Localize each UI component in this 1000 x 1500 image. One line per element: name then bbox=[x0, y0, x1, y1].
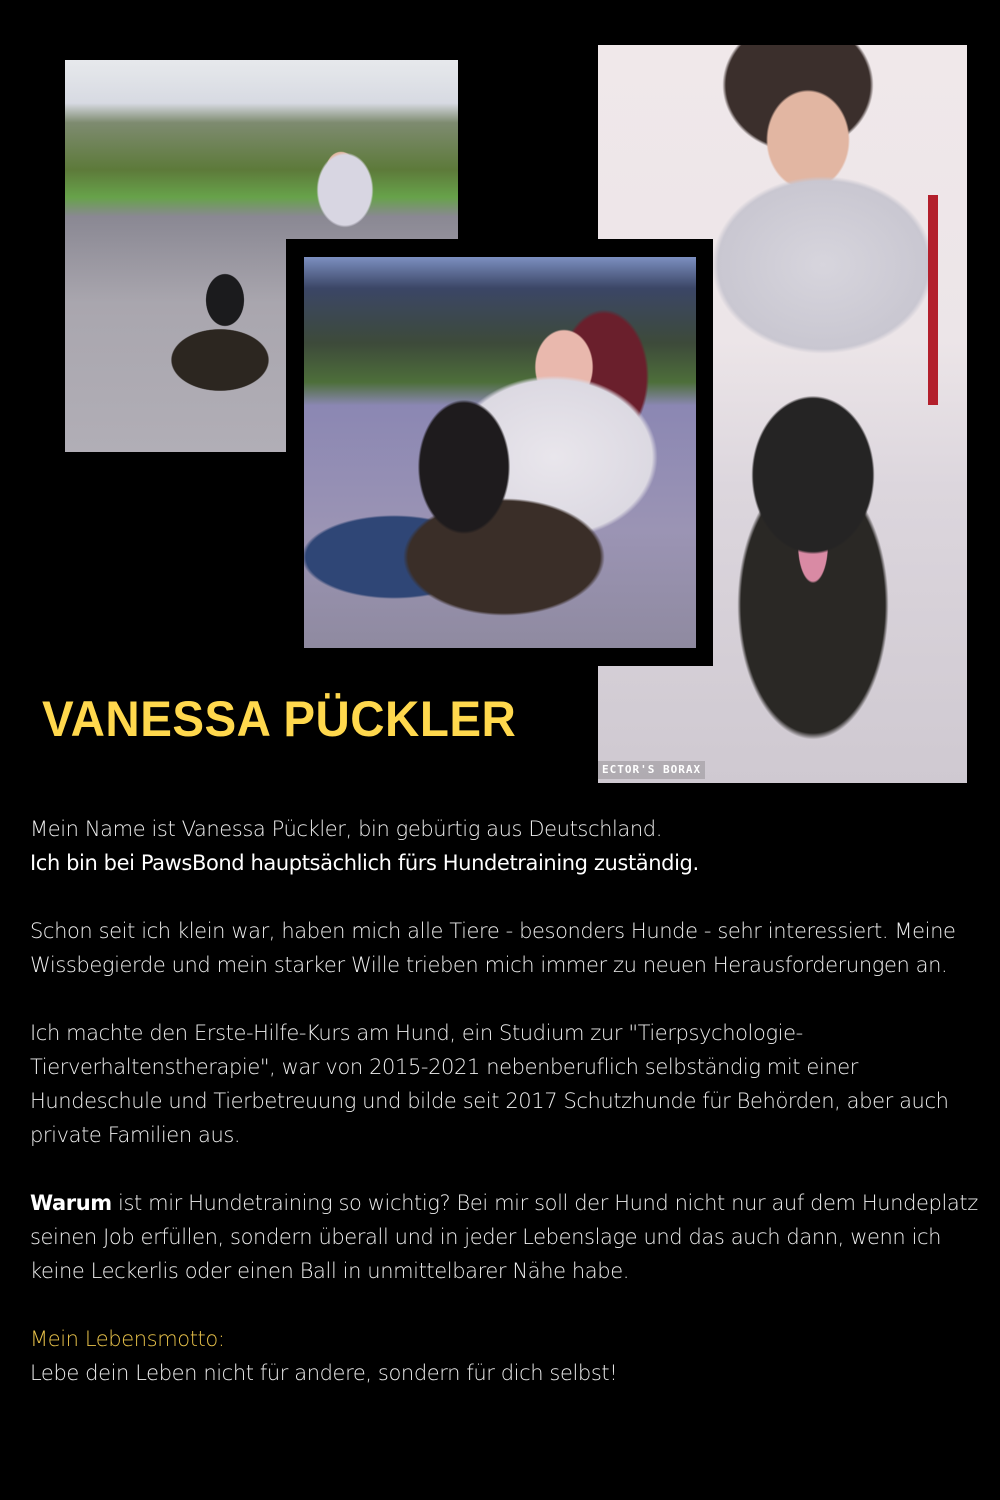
center-photo-frame bbox=[286, 239, 713, 666]
why-paragraph bbox=[30, 1186, 990, 1288]
profile-name-heading: VANESSA PÜCKLER bbox=[42, 691, 517, 747]
education-paragraph: Ich machte den Erste-Hilfe-Kurs am Hund, ein Studium zur "Tierpsychologie-Tierverhaltenstherapie", war von 2015-2021 nebenberuflich selbständig mit einer Hundeschule und Tierbetreuung und bilde seit 2017 Schutzhunde für Behörden, aber auch private Familien aus. bbox=[30, 1021, 949, 1147]
childhood-paragraph: Schon seit ich klein war, haben mich alle Tiere - besonders Hunde - sehr interessiert. Meine Wissbegierde und mein starker Wille trieben mich immer zu neuen Herausforderungen an. bbox=[30, 919, 956, 977]
why-keyword: Warum bbox=[30, 1191, 112, 1215]
why-text: ist mir Hundetraining so wichtig? Bei mir soll der Hund nicht nur auf dem Hundeplatz seinen Job erfüllen, sondern überall und in jeder Lebenslage und das auch dann, wenn ich keine Leckerlis oder einen Ball in unmittelbarer Nähe habe. bbox=[30, 1191, 978, 1283]
role-line: Ich bin bei PawsBond hauptsächlich fürs Hundetraining zuständig. bbox=[30, 851, 699, 875]
motto-label: Mein Lebensmotto: bbox=[30, 1327, 225, 1351]
profile-bio bbox=[30, 812, 990, 1390]
photo-watermark: ECTOR'S BORAX bbox=[598, 761, 705, 779]
intro-line: Mein Name ist Vanessa Pückler, bin gebürtig aus Deutschland. bbox=[30, 817, 663, 841]
photo-woman-hugging-dog bbox=[304, 257, 696, 648]
red-leash bbox=[928, 195, 938, 405]
motto-text: Lebe dein Leben nicht für andere, sondern für dich selbst! bbox=[30, 1361, 618, 1385]
